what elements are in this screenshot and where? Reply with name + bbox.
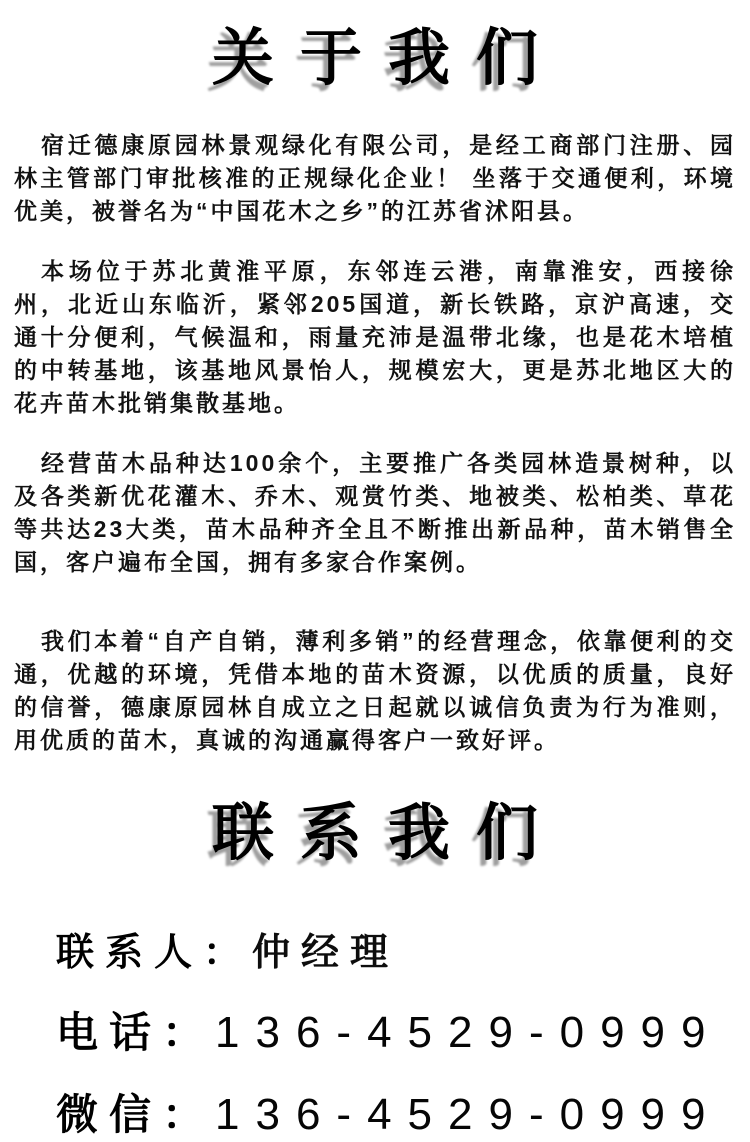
about-paragraph-philosophy: 我们本着“自产自销，薄利多销”的经营理念，依靠便利的交通，优越的环境，凭借本地的苗木资源，以优质的质量，良好的信誉，德康原园林自成立之日起就以诚信负责为行为准则，用优质的苗木，真诚的沟通赢得客户一致好评。 bbox=[14, 628, 736, 753]
contact-title: 联系我们 bbox=[211, 799, 564, 868]
contact-person-value: 仲经理 bbox=[252, 932, 400, 974]
about-paragraphs bbox=[14, 129, 736, 757]
contact-wechat-label: 微信： bbox=[56, 1091, 216, 1138]
contact-wechat-row bbox=[56, 1082, 750, 1142]
contact-phone-label: 电话： bbox=[56, 1009, 216, 1056]
contact-wechat-number: 136-4529-0999 bbox=[215, 1090, 722, 1139]
about-paragraph-products: 经营苗木品种达100余个，主要推广各类园林造景树种，以及各类新优花灌木、乔木、观赏竹类、地被类、松柏类、草花等共达23大类，苗木品种齐全且不断推出新品种，苗木销售全国，客户遍布全国，拥有多家合作案例。 bbox=[14, 450, 736, 575]
about-paragraph-company: 宿迁德康原园林景观绿化有限公司，是经工商部门注册、园林主管部门审批核准的正规绿化企业！ 坐落于交通便利，环境优美，被誉名为“中国花木之乡”的江苏省沭阳县。 bbox=[14, 132, 736, 224]
contact-section bbox=[56, 921, 750, 1142]
about-paragraph-location: 本场位于苏北黄淮平原，东邻连云港，南靠淮安，西接徐州，北近山东临沂，紧邻205国道，新长铁路，京沪高速，交通十分便利，气候温和，雨量充沛是温带北缘，也是花木培植的中转基地，该基地风景怡人，规模宏大，更是苏北地区大的花卉苗木批销集散基地。 bbox=[14, 258, 736, 416]
contact-phone-number: 136-4529-0999 bbox=[215, 1008, 722, 1057]
contact-person-row bbox=[56, 921, 750, 976]
contact-person-label: 联系人： bbox=[56, 932, 253, 974]
about-title: 关于我们 bbox=[211, 24, 564, 93]
contact-phone-row bbox=[56, 1000, 750, 1060]
